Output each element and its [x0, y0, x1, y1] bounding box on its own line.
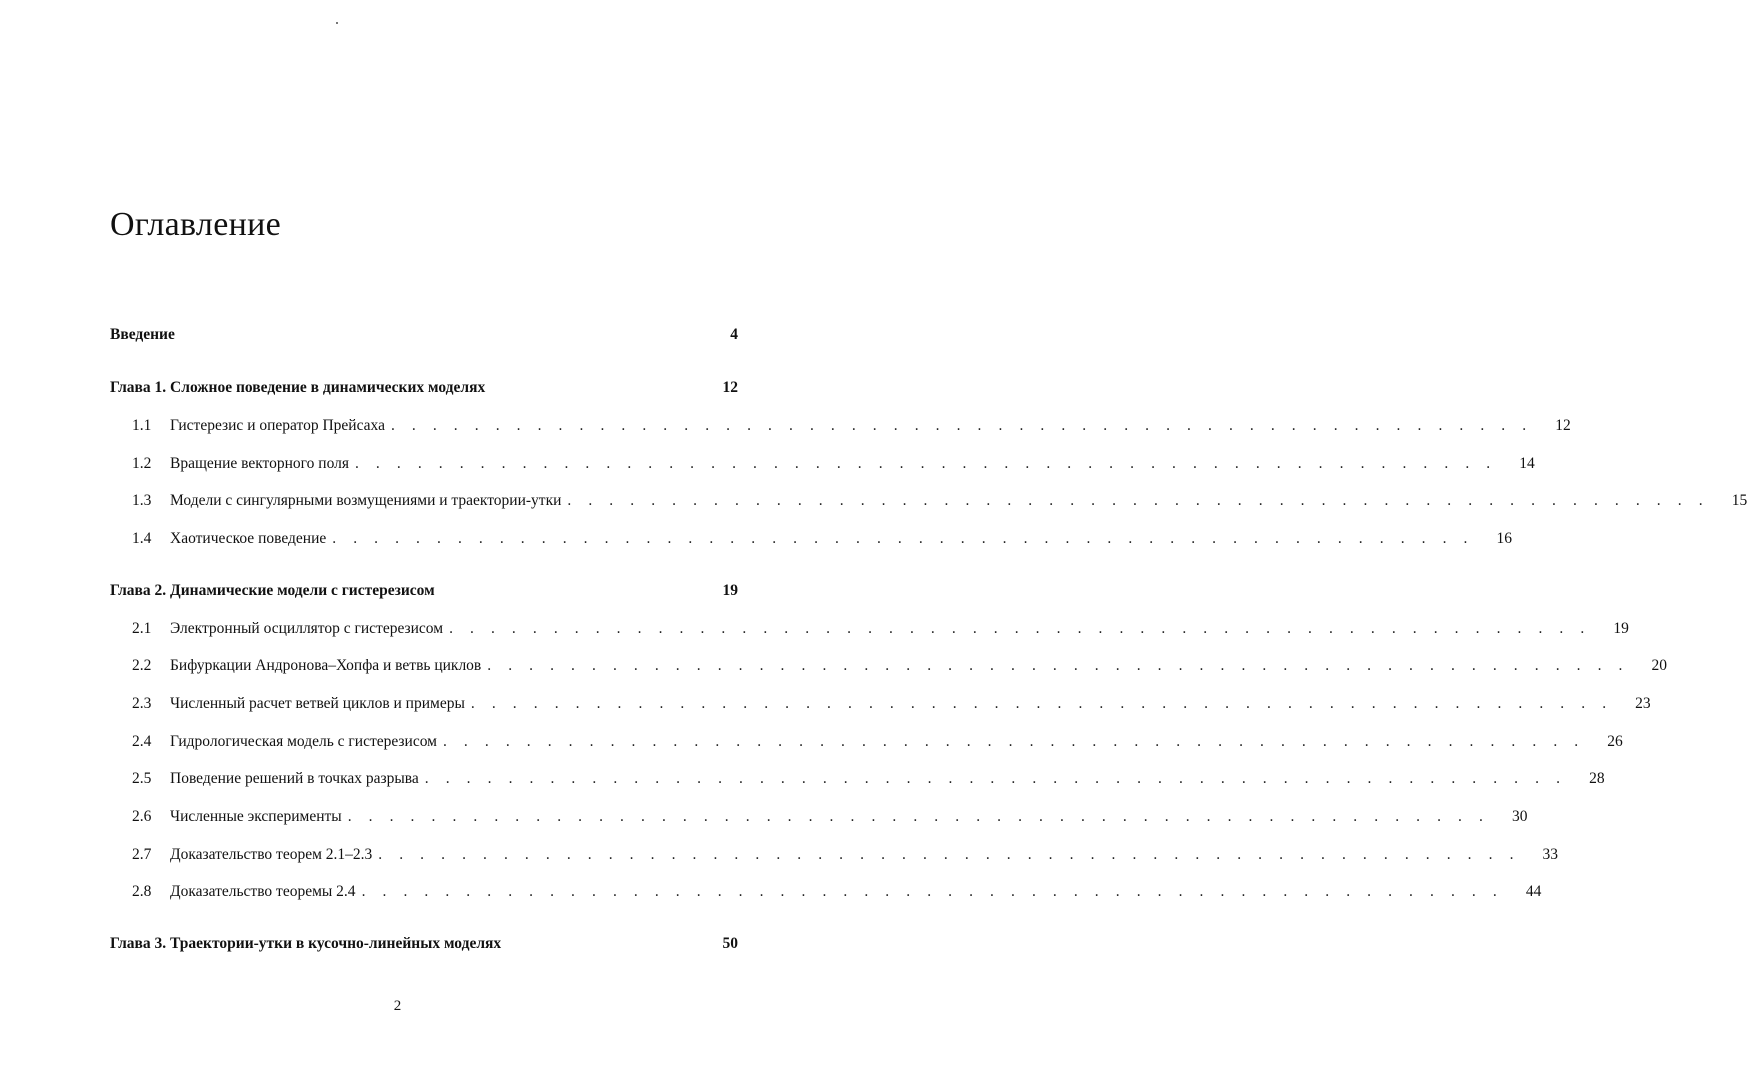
scan-speck: [336, 22, 338, 24]
toc-chapter-3[interactable]: [110, 935, 738, 959]
toc-entry-page: 50: [722, 935, 738, 952]
leader-dots: . . . . . . . . . . . . . . . . . . . . . . . . . . . . . . . . . . . . . . . . . . . . . . . . . . . . . . .: [567, 492, 1710, 509]
toc-chapter-1[interactable]: [110, 379, 738, 403]
toc-section-number: 2.1: [132, 620, 152, 637]
toc-entry-page: 28: [1589, 770, 1605, 787]
toc-entry-page: 19: [722, 582, 738, 599]
toc-section-number: 2.7: [132, 846, 152, 863]
toc-entry-label: Численный расчет ветвей циклов и примеры: [170, 695, 465, 712]
toc-section-1-1[interactable]: [110, 417, 1571, 441]
leader-dots: . . . . . . . . . . . . . . . . . . . . . . . . . . . . . . . . . . . . . . . . . . . . . . . . . . . . . . .: [470, 695, 1613, 712]
toc-entry-page: 23: [1635, 695, 1651, 712]
leader-dots: . . . . . . . . . . . . . . . . . . . . . . . . . . . . . . . . . . . . . . . . . . . . . . . . . . . . . . .: [442, 733, 1585, 750]
page-title: Оглавление: [110, 206, 281, 243]
leader-dots: . . . . . . . . . . . . . . . . . . . . . . . . . . . . . . . . . . . . . . . . . . . . . . . . . . . . . . .: [347, 808, 1490, 825]
toc-section-2-3[interactable]: [110, 695, 1651, 719]
toc-section-number: 2.5: [132, 770, 152, 787]
toc-section-2-6[interactable]: [110, 808, 1528, 832]
toc-entry-page: 4: [730, 326, 738, 343]
toc-entry-label: Электронный осциллятор с гистерезисом: [170, 620, 444, 637]
toc-entry-label: Глава 3. Траектории-утки в кусочно-линейных моделях: [110, 935, 502, 952]
leader-dots: . . . . . . . . . . . . . . . . . . . . . . . . . . . . . . . . . . . . . . . . . . . . . . . . . . . . . . .: [449, 620, 1591, 637]
toc-section-2-7[interactable]: [110, 846, 1559, 870]
toc-entry-page: 14: [1519, 455, 1535, 472]
toc-section-number: 2.8: [132, 883, 152, 900]
toc-section-1-2[interactable]: [110, 455, 1535, 479]
toc-section-number: 1.2: [132, 455, 152, 472]
toc-entry-page: 44: [1525, 883, 1542, 900]
toc-section-number: 1.1: [132, 417, 152, 434]
leader-dots: . . . . . . . . . . . . . . . . . . . . . . . . . . . . . . . . . . . . . . . . . . . . . . . . . . . . . . .: [354, 455, 1497, 472]
toc-section-number: 2.2: [132, 657, 152, 674]
toc-section-2-2[interactable]: [110, 657, 1668, 681]
leader-dots: . . . . . . . . . . . . . . . . . . . . . . . . . . . . . . . . . . . . . . . . . . . . . . . . . . . . . . .: [361, 883, 1504, 900]
toc-section-1-3[interactable]: [110, 492, 1747, 516]
toc-section-2-4[interactable]: [110, 733, 1623, 757]
toc-section-number: 2.4: [132, 733, 152, 750]
toc-entry-label: Введение: [110, 326, 175, 343]
toc-entry-label: Глава 1. Сложное поведение в динамических моделях: [110, 379, 486, 396]
toc-section-1-4[interactable]: [110, 530, 1513, 554]
leader-dots: . . . . . . . . . . . . . . . . . . . . . . . . . . . . . . . . . . . . . . . . . . . . . . . . . . . . . . .: [424, 770, 1567, 787]
toc-section-2-5[interactable]: [110, 770, 1605, 794]
toc-entry-label: Доказательство теорем 2.1–2.3: [170, 846, 373, 863]
leader-dots: . . . . . . . . . . . . . . . . . . . . . . . . . . . . . . . . . . . . . . . . . . . . . . . . . . . . . . .: [487, 657, 1630, 674]
toc-entry-page: 20: [1651, 657, 1668, 674]
leader-dots: . . . . . . . . . . . . . . . . . . . . . . . . . . . . . . . . . . . . . . . . . . . . . . . . . . . . . . .: [390, 417, 1533, 434]
toc-section-number: 2.6: [132, 808, 152, 825]
toc-entry-page: 12: [722, 379, 738, 396]
toc-entry-label: Модели с сингулярными возмущениями и траектории-утки: [170, 492, 562, 509]
toc-entry-page: 15: [1731, 492, 1747, 509]
toc-entry-label: Бифуркации Андронова–Хопфа и ветвь циклов: [170, 657, 482, 674]
toc-entry-page: 33: [1542, 846, 1559, 863]
toc-entry-label: Гидрологическая модель с гистерезисом: [170, 733, 437, 750]
leader-dots: . . . . . . . . . . . . . . . . . . . . . . . . . . . . . . . . . . . . . . . . . . . . . . . . . . . . . . .: [378, 846, 1521, 863]
toc-chapter-2[interactable]: [110, 582, 738, 606]
toc-section-number: 1.4: [132, 530, 152, 547]
toc-entry-label: Вращение векторного поля: [170, 455, 349, 472]
toc-entry-label: Поведение решений в точках разрыва: [170, 770, 419, 787]
toc-section-number: 2.3: [132, 695, 152, 712]
toc-entry-label: Гистерезис и оператор Прейсаха: [170, 417, 385, 434]
toc-entry-label: Численные эксперименты: [170, 808, 342, 825]
toc-entry-label: Доказательство теоремы 2.4: [170, 883, 356, 900]
toc-entry-page: 19: [1613, 620, 1629, 637]
toc-section-2-8[interactable]: [110, 883, 1542, 907]
toc-section-number: 1.3: [132, 492, 152, 509]
toc-entry-page: 12: [1555, 417, 1571, 434]
toc-entry-label: Хаотическое поведение: [170, 530, 327, 547]
toc-entry-page: 26: [1607, 733, 1623, 750]
toc-entry-page: 30: [1511, 808, 1528, 825]
toc-chapter-intro[interactable]: [110, 326, 738, 350]
toc-entry-label: Глава 2. Динамические модели с гистерезисом: [110, 582, 435, 599]
page-number: 2: [393, 998, 402, 1014]
toc-entry-page: 16: [1496, 530, 1513, 547]
leader-dots: . . . . . . . . . . . . . . . . . . . . . . . . . . . . . . . . . . . . . . . . . . . . . . . . . . . . . . .: [332, 530, 1475, 547]
toc-section-2-1[interactable]: [110, 620, 1629, 644]
